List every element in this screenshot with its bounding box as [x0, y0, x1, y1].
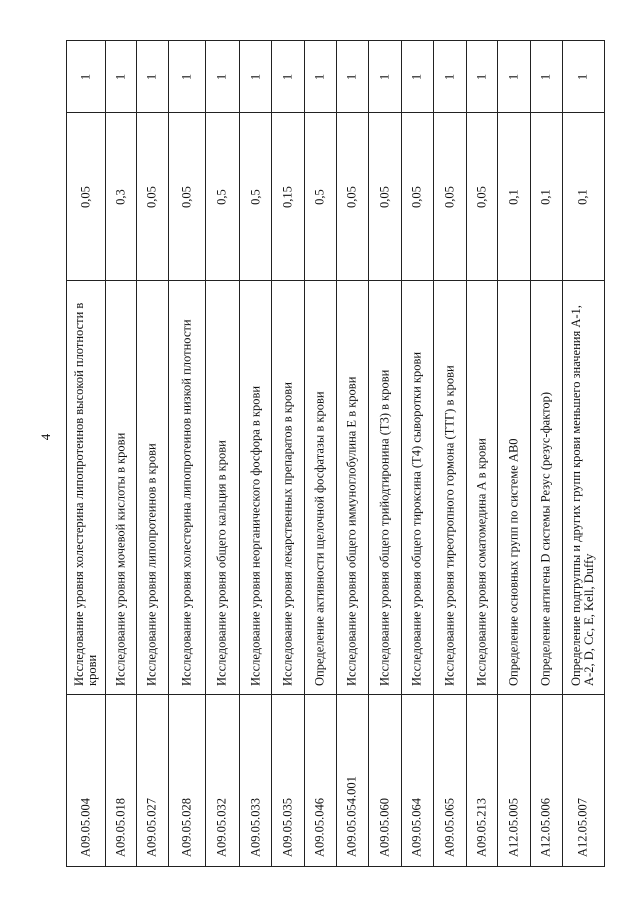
frequency-value-cell-text: 0,5 — [312, 188, 327, 205]
multiplicity-cell-text: 1 — [214, 73, 229, 80]
frequency-value-cell-text: 0,05 — [78, 185, 93, 208]
service-code-cell-text: A12.05.005 — [506, 797, 521, 857]
service-code-cell — [369, 695, 401, 866]
service-code-cell — [434, 695, 466, 866]
service-code-cell — [563, 695, 604, 866]
frequency-value-cell — [402, 113, 434, 281]
service-code-cell-text: A09.05.064 — [409, 797, 424, 857]
service-code-cell-text: A09.05.046 — [312, 797, 327, 857]
service-code-cell — [137, 695, 168, 866]
frequency-value-cell — [169, 113, 206, 281]
multiplicity-cell-text: 1 — [280, 73, 295, 80]
frequency-value-cell — [240, 113, 272, 281]
service-code-cell-text: A09.05.028 — [179, 797, 194, 857]
frequency-value-cell — [137, 113, 168, 281]
service-code-cell — [206, 695, 239, 866]
multiplicity-cell — [402, 41, 434, 113]
frequency-value-cell-text: 0,1 — [575, 188, 590, 205]
service-code-cell — [402, 695, 434, 866]
multiplicity-cell-text: 1 — [78, 73, 93, 80]
service-name-cell-text: Исследование уровня холестерина липопротеинов низкой плотности — [179, 318, 194, 686]
table-row — [466, 41, 498, 866]
service-code-cell-text: A09.05.065 — [442, 797, 457, 857]
multiplicity-cell — [240, 41, 272, 113]
multiplicity-cell-text: 1 — [409, 73, 424, 80]
service-name-cell — [272, 281, 304, 695]
multiplicity-cell-text: 1 — [377, 73, 392, 80]
service-code-cell-text: A09.05.035 — [280, 797, 295, 857]
service-name-cell — [467, 281, 498, 695]
multiplicity-cell-text: 1 — [538, 73, 553, 80]
table-row — [562, 41, 604, 866]
frequency-value-cell-text: 0,05 — [144, 185, 159, 208]
service-name-cell — [206, 281, 239, 695]
multiplicity-cell — [169, 41, 206, 113]
service-name-cell-text: Исследование уровня мочевой кислоты в крови — [113, 432, 128, 686]
service-name-cell — [531, 281, 562, 695]
service-code-cell-text: A09.05.027 — [144, 797, 159, 857]
service-code-cell-text: A09.05.054.001 — [344, 775, 359, 857]
frequency-value-cell — [369, 113, 401, 281]
frequency-value-cell-text: 0,3 — [113, 188, 128, 205]
page-number: 4 — [38, 433, 53, 441]
service-name-cell — [369, 281, 401, 695]
service-code-cell — [305, 695, 336, 866]
multiplicity-cell — [531, 41, 562, 113]
multiplicity-cell — [337, 41, 369, 113]
service-code-cell-text: A12.05.007 — [575, 797, 590, 857]
multiplicity-cell — [67, 41, 105, 113]
multiplicity-cell-text: 1 — [179, 73, 194, 80]
service-code-cell-text: A09.05.004 — [78, 797, 93, 857]
service-code-cell — [467, 695, 498, 866]
service-code-cell-text: A09.05.032 — [214, 797, 229, 857]
service-name-cell — [402, 281, 434, 695]
service-name-cell-text: Определение основных групп по системе AB0 — [506, 437, 521, 686]
service-name-cell-text: Исследование уровня соматомедина А в крови — [474, 437, 489, 686]
service-code-cell-text: A09.05.033 — [248, 797, 263, 857]
table-row — [433, 41, 466, 866]
service-name-cell — [240, 281, 272, 695]
service-name-cell — [498, 281, 530, 695]
multiplicity-cell-text: 1 — [144, 73, 159, 80]
table-row — [239, 41, 272, 866]
frequency-value-cell-text: 0,05 — [474, 185, 489, 208]
frequency-value-cell-text: 0,05 — [442, 185, 457, 208]
table-row — [497, 41, 530, 866]
table-row — [530, 41, 562, 866]
frequency-value-cell-text: 0,05 — [344, 185, 359, 208]
service-name-cell — [106, 281, 137, 695]
frequency-value-cell — [434, 113, 466, 281]
service-code-cell — [67, 695, 105, 866]
service-name-cell — [563, 281, 604, 695]
frequency-value-cell — [467, 113, 498, 281]
table-row — [105, 41, 137, 866]
service-code-cell — [169, 695, 206, 866]
multiplicity-cell-text: 1 — [506, 73, 521, 80]
table-row — [205, 41, 239, 866]
service-name-cell — [305, 281, 336, 695]
multiplicity-cell — [106, 41, 137, 113]
table-row — [136, 41, 168, 866]
multiplicity-cell — [467, 41, 498, 113]
frequency-value-cell-text: 0,5 — [248, 188, 263, 205]
frequency-value-cell — [498, 113, 530, 281]
frequency-value-cell-text: 0,05 — [179, 185, 194, 208]
frequency-value-cell — [337, 113, 369, 281]
multiplicity-cell-text: 1 — [113, 73, 128, 80]
table-row — [67, 41, 105, 866]
table-row — [401, 41, 434, 866]
table-row — [271, 41, 304, 866]
service-code-cell — [531, 695, 562, 866]
table-row — [168, 41, 206, 866]
multiplicity-cell — [272, 41, 304, 113]
frequency-value-cell — [531, 113, 562, 281]
service-code-cell-text: A09.05.060 — [377, 797, 392, 857]
table-row — [304, 41, 336, 866]
table-row — [336, 41, 369, 866]
services-table — [66, 40, 605, 867]
multiplicity-cell-text: 1 — [442, 73, 457, 80]
frequency-value-cell-text: 0,05 — [409, 185, 424, 208]
service-code-cell-text: A12.05.006 — [538, 797, 553, 857]
multiplicity-cell — [563, 41, 604, 113]
service-name-cell-text: Исследование уровня общего иммуноглобулина Е в крови — [344, 376, 359, 686]
frequency-value-cell — [305, 113, 336, 281]
multiplicity-cell — [434, 41, 466, 113]
service-code-cell-text: A09.05.018 — [113, 797, 128, 857]
service-name-cell — [337, 281, 369, 695]
service-name-cell-text: Определение подгруппы и других групп крови меньшего значения А-1, А-2, D, Cc, E, Kell, Duffy — [569, 304, 597, 686]
service-code-cell — [106, 695, 137, 866]
service-name-cell — [67, 281, 105, 695]
service-name-cell-text: Исследование уровня общего тироксина (Т4) сыворотки крови — [409, 351, 424, 686]
multiplicity-cell — [498, 41, 530, 113]
multiplicity-cell — [305, 41, 336, 113]
frequency-value-cell-text: 0,05 — [377, 185, 392, 208]
multiplicity-cell — [137, 41, 168, 113]
service-name-cell-text: Исследование уровня общего кальция в крови — [214, 439, 229, 686]
frequency-value-cell-text: 0,15 — [280, 185, 295, 208]
service-name-cell-text: Исследование уровня неорганического фосфора в крови — [248, 385, 263, 686]
service-name-cell-text: Определение антигена D системы Резус (резус-фактор) — [538, 391, 553, 686]
service-name-cell — [434, 281, 466, 695]
frequency-value-cell — [106, 113, 137, 281]
service-name-cell-text: Определение активности щелочной фосфатазы в крови — [312, 390, 327, 686]
multiplicity-cell-text: 1 — [248, 73, 263, 80]
service-name-cell-text: Исследование уровня холестерина липопротеинов высокой плотности в крови — [71, 302, 99, 686]
frequency-value-cell — [563, 113, 604, 281]
frequency-value-cell — [272, 113, 304, 281]
service-name-cell-text: Исследование уровня липопротеинов в крови — [144, 442, 159, 686]
service-code-cell — [337, 695, 369, 866]
multiplicity-cell-text: 1 — [474, 73, 489, 80]
service-name-cell-text: Исследование уровня лекарственных препаратов в крови — [280, 381, 295, 686]
service-name-cell-text: Исследование уровня общего трийодтиронина (Т3) в крови — [377, 369, 392, 686]
service-name-cell — [137, 281, 168, 695]
service-code-cell-text: A09.05.213 — [474, 797, 489, 857]
service-name-cell — [169, 281, 206, 695]
multiplicity-cell — [206, 41, 239, 113]
multiplicity-cell-text: 1 — [575, 73, 590, 80]
service-name-cell-text: Исследование уровня тиреотропного гормона (ТТГ) в крови — [442, 364, 457, 686]
service-code-cell — [240, 695, 272, 866]
service-code-cell — [272, 695, 304, 866]
service-code-cell — [498, 695, 530, 866]
frequency-value-cell-text: 0,5 — [214, 188, 229, 205]
frequency-value-cell — [67, 113, 105, 281]
frequency-value-cell-text: 0,1 — [506, 188, 521, 205]
multiplicity-cell-text: 1 — [312, 73, 327, 80]
multiplicity-cell-text: 1 — [344, 73, 359, 80]
frequency-value-cell — [206, 113, 239, 281]
multiplicity-cell — [369, 41, 401, 113]
frequency-value-cell-text: 0,1 — [538, 188, 553, 205]
table-row — [368, 41, 401, 866]
